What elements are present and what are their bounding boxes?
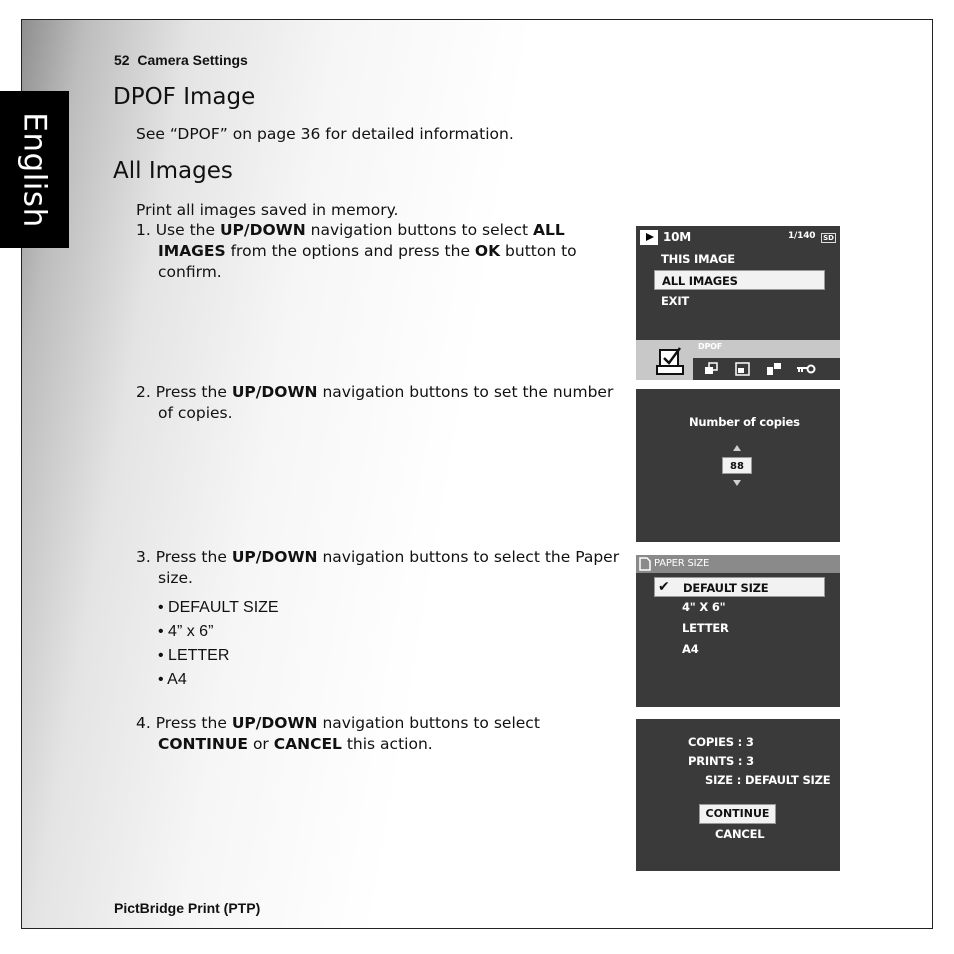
menu-option-all-images[interactable]: ALL IMAGES — [654, 270, 825, 290]
prints-summary: PRINTS : 3 — [688, 754, 754, 768]
copies-value[interactable]: 88 — [722, 457, 752, 474]
protect-key-icon[interactable] — [796, 362, 816, 376]
toolbar-label: DPOF — [698, 342, 722, 351]
dpof-image-text: See “DPOF” on page 36 for detailed information. — [136, 125, 514, 143]
increase-arrow-icon[interactable] — [733, 445, 741, 451]
step-3: 3. Press the UP/DOWN navigation buttons to select the Paper size. — [136, 548, 620, 587]
decrease-arrow-icon[interactable] — [733, 480, 741, 486]
paper-option-letter[interactable]: LETTER — [682, 621, 729, 635]
paper-option-a4[interactable]: A4 — [682, 642, 699, 656]
paper-option-default-size[interactable]: ✔ DEFAULT SIZE — [654, 577, 825, 597]
continue-button[interactable]: CONTINUE — [699, 804, 776, 824]
resize-icon[interactable] — [735, 362, 750, 376]
dpof-icon[interactable] — [656, 346, 686, 376]
paper-size-title: PAPER SIZE — [654, 558, 710, 569]
section-name: Camera Settings — [137, 52, 248, 68]
camera-screen-dpof-menu — [636, 226, 840, 380]
image-counter: 1/140 — [788, 231, 816, 241]
camera-screen-copies — [636, 389, 840, 542]
menu-option-exit[interactable]: EXIT — [661, 294, 690, 308]
list-item: • DEFAULT SIZE — [158, 596, 279, 620]
page-footer: PictBridge Print (PTP) — [114, 900, 261, 916]
paper-size-list — [158, 596, 279, 692]
all-images-intro: Print all images saved in memory. — [136, 201, 399, 219]
check-icon: ✔ — [658, 579, 670, 595]
camera-screen-paper-size — [636, 555, 840, 707]
sd-card-icon: SD — [823, 234, 834, 242]
paper-option-4x6[interactable]: 4" X 6" — [682, 600, 726, 614]
list-item: • LETTER — [158, 644, 279, 668]
multi-image-icon[interactable] — [704, 362, 718, 376]
menu-option-this-image[interactable]: THIS IMAGE — [661, 252, 735, 266]
cancel-button[interactable]: CANCEL — [715, 827, 765, 841]
camera-screen-confirm — [636, 719, 840, 871]
page-number: 52 — [114, 52, 130, 68]
resolution-label: 10M — [663, 230, 692, 244]
playback-icon — [640, 230, 658, 245]
list-item: • 4” x 6” — [158, 620, 279, 644]
copies-summary: COPIES : 3 — [688, 735, 754, 749]
step-2: 2. Press the UP/DOWN navigation buttons to set the number of copies. — [136, 383, 614, 422]
size-summary: SIZE : DEFAULT SIZE — [705, 773, 831, 787]
dpof-image-heading: DPOF Image — [113, 84, 256, 110]
step-4: 4. Press the UP/DOWN navigation buttons to select CONTINUE or CANCEL this action. — [136, 714, 540, 753]
page-header — [114, 52, 248, 68]
list-item: • A4 — [158, 668, 279, 692]
copies-label: Number of copies — [689, 415, 800, 429]
all-images-heading: All Images — [113, 158, 233, 184]
step-1: 1. Use the UP/DOWN navigation buttons to select ALL IMAGES from the options and press the OK button to confirm. — [136, 221, 577, 281]
language-label: English — [16, 111, 53, 228]
rotate-icon[interactable] — [766, 362, 782, 376]
document-icon — [639, 557, 651, 571]
language-side-tab — [0, 91, 69, 248]
